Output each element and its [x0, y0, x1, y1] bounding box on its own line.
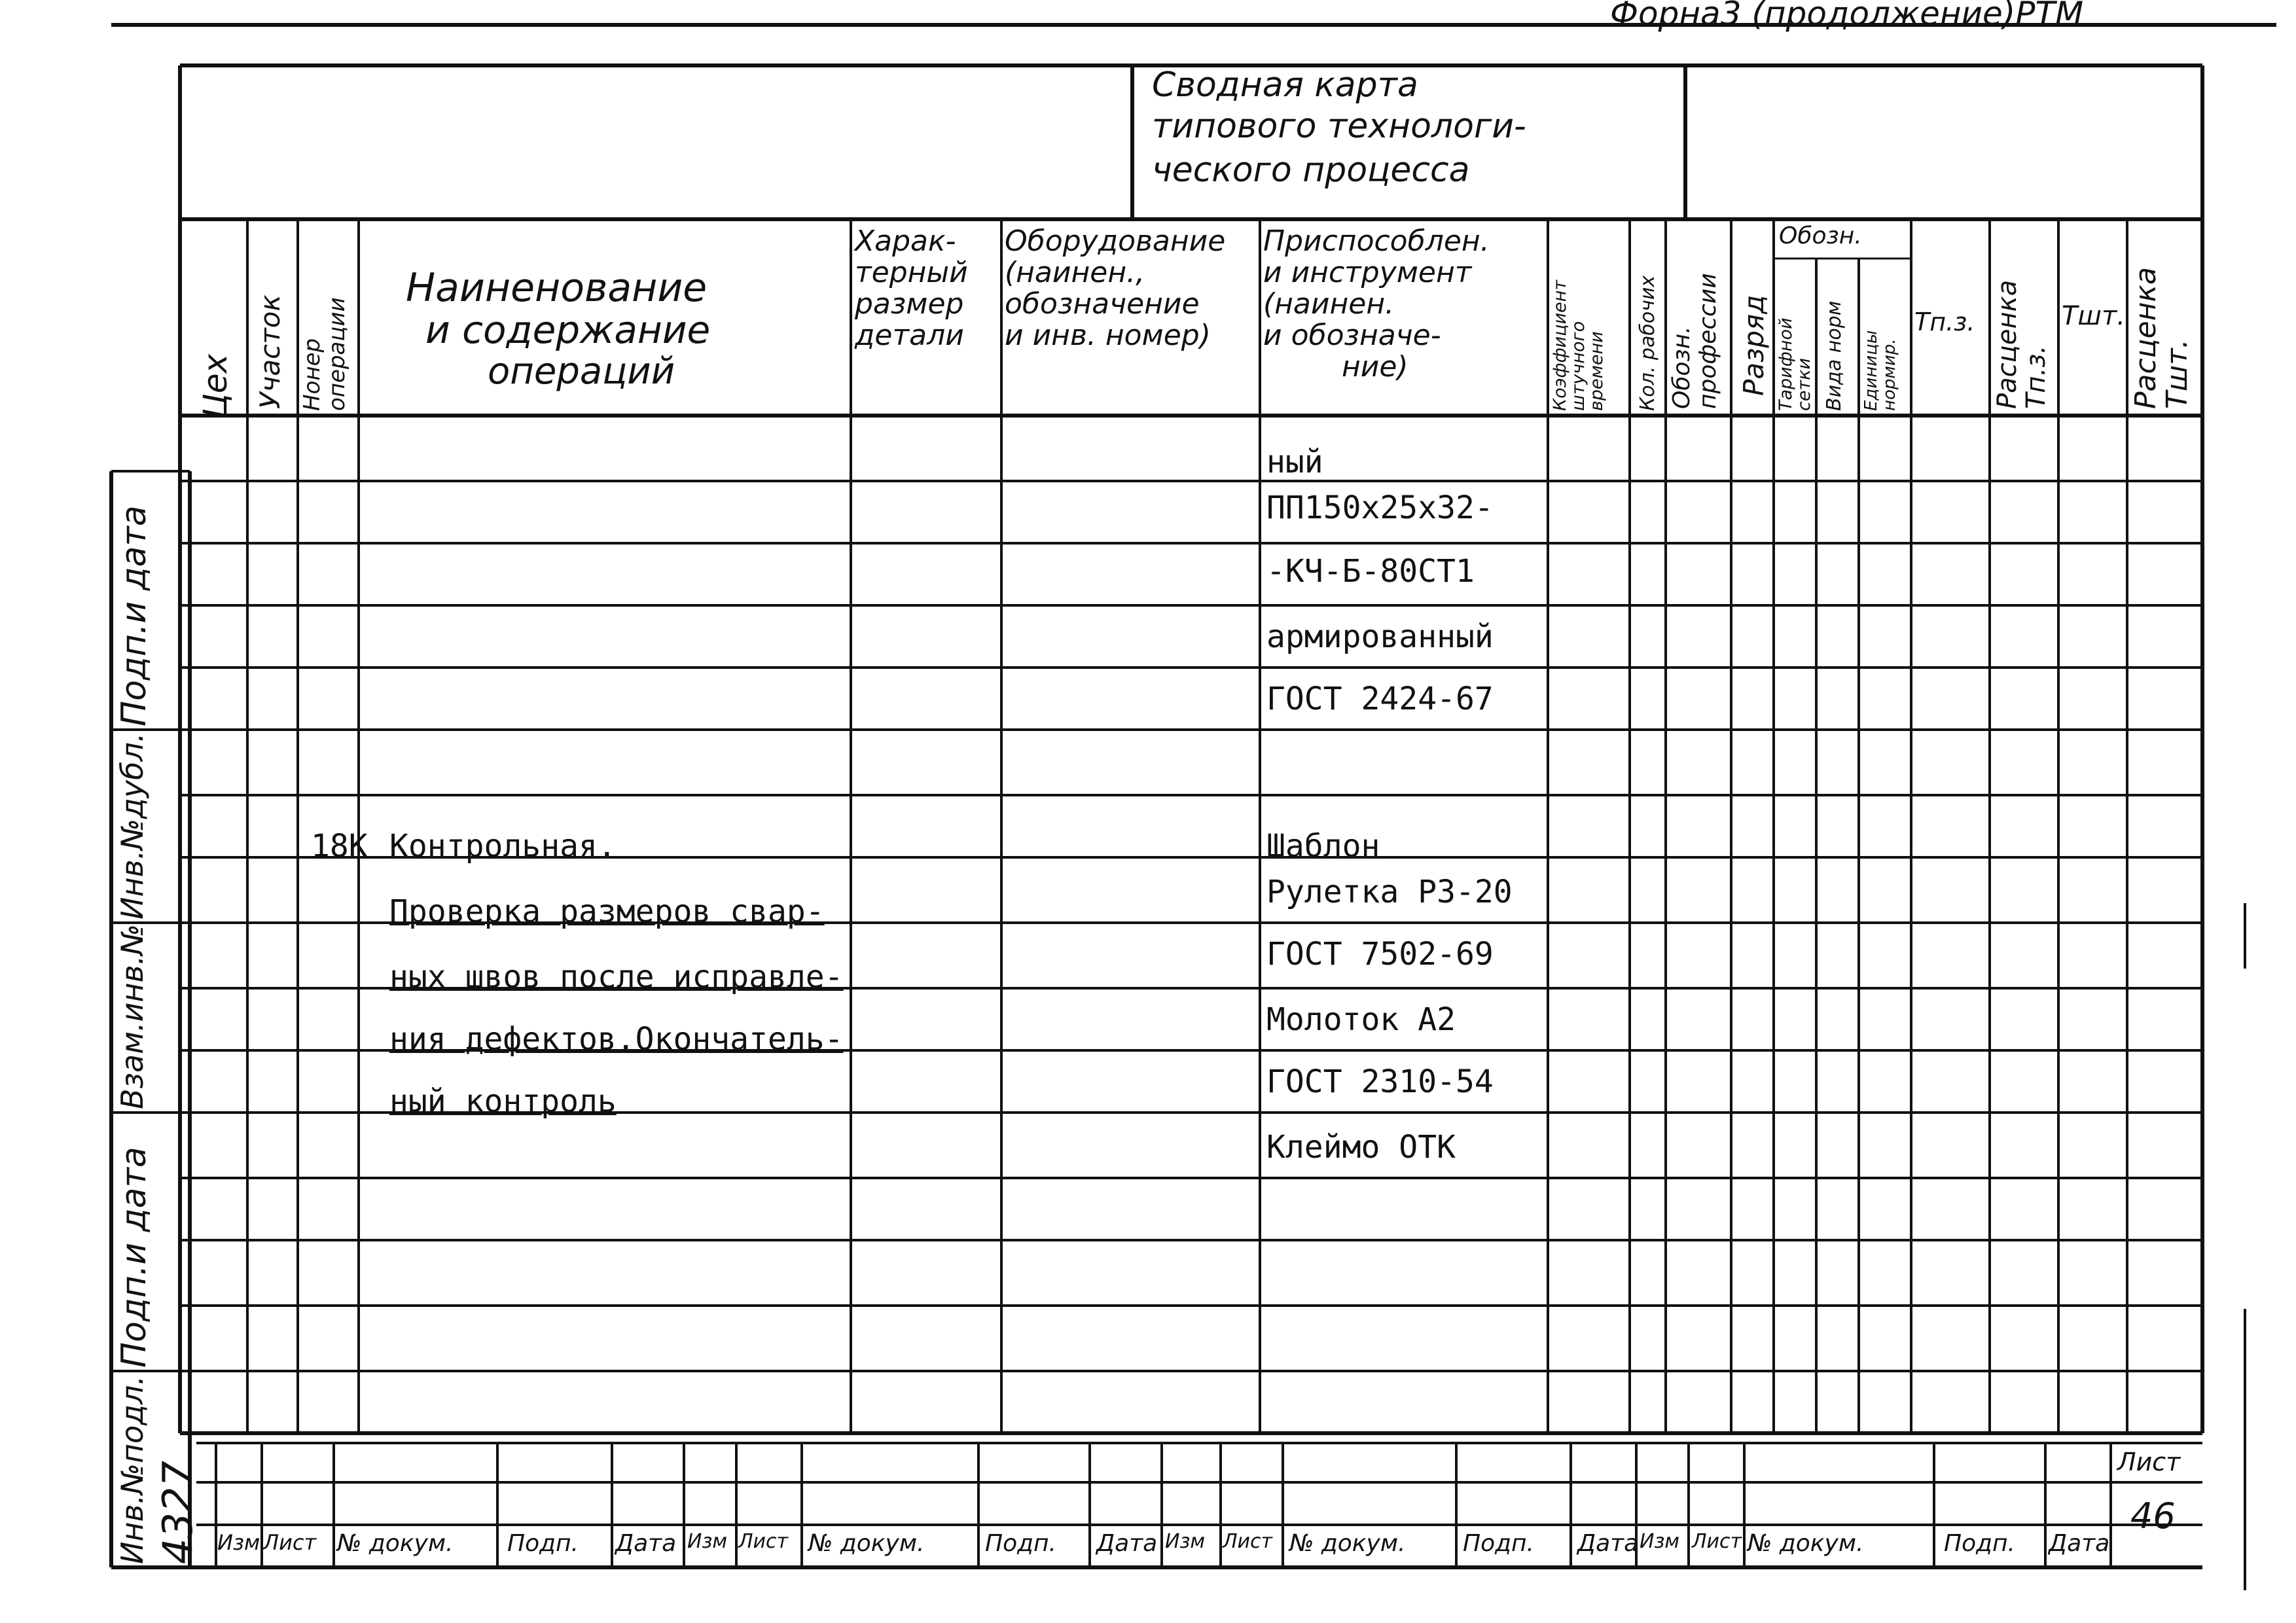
fixture-row-10: Молоток А2 [1266, 1001, 1456, 1038]
header-profession [1669, 273, 1721, 409]
header-tsht: Тшт. [2062, 301, 2126, 331]
header-op-number [300, 297, 350, 411]
header-equipment-2: (наинен., [1005, 256, 1145, 289]
header-norm-units-1: Единицы [1861, 330, 1881, 411]
op-text-5: ный контроль [389, 1083, 617, 1120]
footer-sheet-2: Лист [738, 1530, 789, 1553]
fixture-row-5: ГОСТ 2424-67 [1266, 681, 1494, 717]
footer-doc-1: № докум. [337, 1530, 454, 1557]
header-char-size [855, 226, 968, 351]
header-char-size-1: Харак- [855, 224, 956, 258]
footer-date-2: Дата [1096, 1530, 1158, 1557]
header-rate-tpz-1: Расценка [1992, 279, 2022, 409]
header-workshop: Цех [196, 353, 234, 419]
op-text-2: Проверка размеров свар- [389, 893, 825, 930]
footer-sign-3: Подп. [1463, 1530, 1534, 1557]
header-profession-2: профессии [1695, 273, 1721, 409]
footer-sign-1: Подп. [507, 1530, 579, 1557]
footer-doc-2: № докум. [808, 1530, 925, 1557]
footer-change-1: Изм [217, 1530, 260, 1555]
fixture-row-12: Клеймо ОТК [1266, 1129, 1456, 1166]
title-line-2: типового технологи- [1152, 107, 1526, 146]
header-tpz: Тп.з. [1914, 308, 1975, 336]
header-fixtures [1263, 226, 1490, 383]
title-line-3: ческого процесса [1152, 151, 1470, 190]
footer-sheet-1: Лист [263, 1530, 317, 1555]
header-coef-2: штучного [1568, 321, 1588, 411]
fixture-row-4: армированный [1266, 618, 1494, 655]
form-tag: Форна3 (продолжение)РТМ [1610, 0, 2084, 33]
header-rate-tpz [1993, 280, 2051, 409]
header-op-name-3: операций [488, 350, 675, 393]
side-label-orig-inv: Инв.№подл. [115, 1375, 150, 1564]
header-rate-tsht [2130, 267, 2193, 409]
header-section: Участок [254, 294, 286, 409]
header-fixtures-5: ние) [1342, 350, 1408, 383]
header-op-name-1: Наиненование [406, 265, 708, 311]
fixture-row-3: -КЧ-Б-80СТ1 [1266, 553, 1475, 590]
header-profession-1: Обозн. [1668, 326, 1695, 409]
header-coef [1551, 280, 1606, 411]
fixture-row-8: Рулетка Р3-20 [1266, 874, 1513, 910]
op-text-3: ных швов после исправле- [389, 959, 844, 995]
op-number-value: 18К [311, 828, 368, 865]
fixture-row-11: ГОСТ 2310-54 [1266, 1063, 1494, 1100]
fixture-row-2: ПП150х25х32- [1266, 490, 1494, 526]
header-char-size-2: терный [855, 256, 968, 289]
side-label-replace-inv: Взам.инв.№ [115, 923, 150, 1109]
footer-sign-4: Подп. [1944, 1530, 2015, 1557]
footer-date-1: Дата [615, 1530, 677, 1557]
footer-date-4: Дата [2049, 1530, 2110, 1557]
header-fixtures-1: Приспособлен. [1263, 224, 1490, 258]
footer-sheet-3: Лист [1223, 1530, 1273, 1553]
footer-date-3: Дата [1577, 1530, 1639, 1557]
sheet-label: Лист [2117, 1448, 2181, 1476]
header-fixtures-3: (наинен. [1263, 287, 1395, 321]
footer-change-4: Изм [1640, 1530, 1680, 1553]
header-designation-group: Обозн. [1779, 223, 1862, 249]
fixture-row-9: ГОСТ 7502-69 [1266, 936, 1494, 972]
fixture-row-7: Шаблон [1266, 828, 1380, 865]
header-grade: Разряд [1738, 294, 1770, 396]
fixture-row-1: ный [1266, 444, 1323, 480]
inv-number: 4327 [154, 1461, 202, 1564]
header-equipment [1005, 226, 1225, 351]
header-op-name-2: и содержание [425, 308, 711, 352]
footer-doc-4: № докум. [1748, 1530, 1864, 1557]
header-norm-units [1862, 330, 1899, 411]
sheet-number: 46 [2130, 1495, 2176, 1537]
header-fixtures-4: и обозначе- [1263, 319, 1441, 352]
header-tariff-2: сетки [1794, 357, 1814, 411]
header-tariff [1777, 317, 1814, 411]
header-op-number-line1: Нонер [299, 338, 325, 411]
footer-sheet-4: Лист [1692, 1530, 1742, 1553]
header-equipment-1: Оборудование [1005, 224, 1226, 258]
footer-change-2: Изм [687, 1530, 728, 1553]
side-label-sign-date-1: Подп.и дата [115, 505, 154, 726]
header-rate-tpz-2: Тп.з. [2021, 345, 2051, 409]
side-label-sign-date-2: Подп.и дата [115, 1147, 154, 1368]
op-text-1: Контрольная. [389, 828, 617, 865]
footer-change-3: Изм [1165, 1530, 1206, 1553]
header-coef-1: Коэффициент [1550, 279, 1570, 411]
header-op-number-line2: операции [324, 297, 350, 411]
header-char-size-3: размер [855, 287, 964, 321]
header-equipment-3: обозначение [1005, 287, 1200, 321]
header-fixtures-2: и инструмент [1263, 256, 1472, 289]
side-label-dup-inv: Инв.№дубл. [115, 732, 150, 919]
header-norm-units-2: нормир. [1880, 338, 1899, 411]
header-workers: Кол. рабочих [1636, 275, 1659, 411]
footer-doc-3: № докум. [1289, 1530, 1406, 1557]
header-coef-3: времени [1587, 331, 1607, 411]
header-char-size-4: детали [855, 319, 964, 352]
header-equipment-4: и инв. номер) [1005, 319, 1211, 352]
header-norm-type: Вида норм [1823, 300, 1846, 411]
header-rate-tsht-1: Расценка [2129, 266, 2162, 409]
footer-sign-2: Подп. [985, 1530, 1056, 1557]
header-rate-tsht-2: Тшт. [2161, 339, 2194, 409]
header-tariff-1: Тарифной [1776, 317, 1796, 411]
title-line-1: Сводная карта [1152, 65, 1418, 105]
op-text-4: ния дефектов.Окончатель- [389, 1021, 844, 1058]
